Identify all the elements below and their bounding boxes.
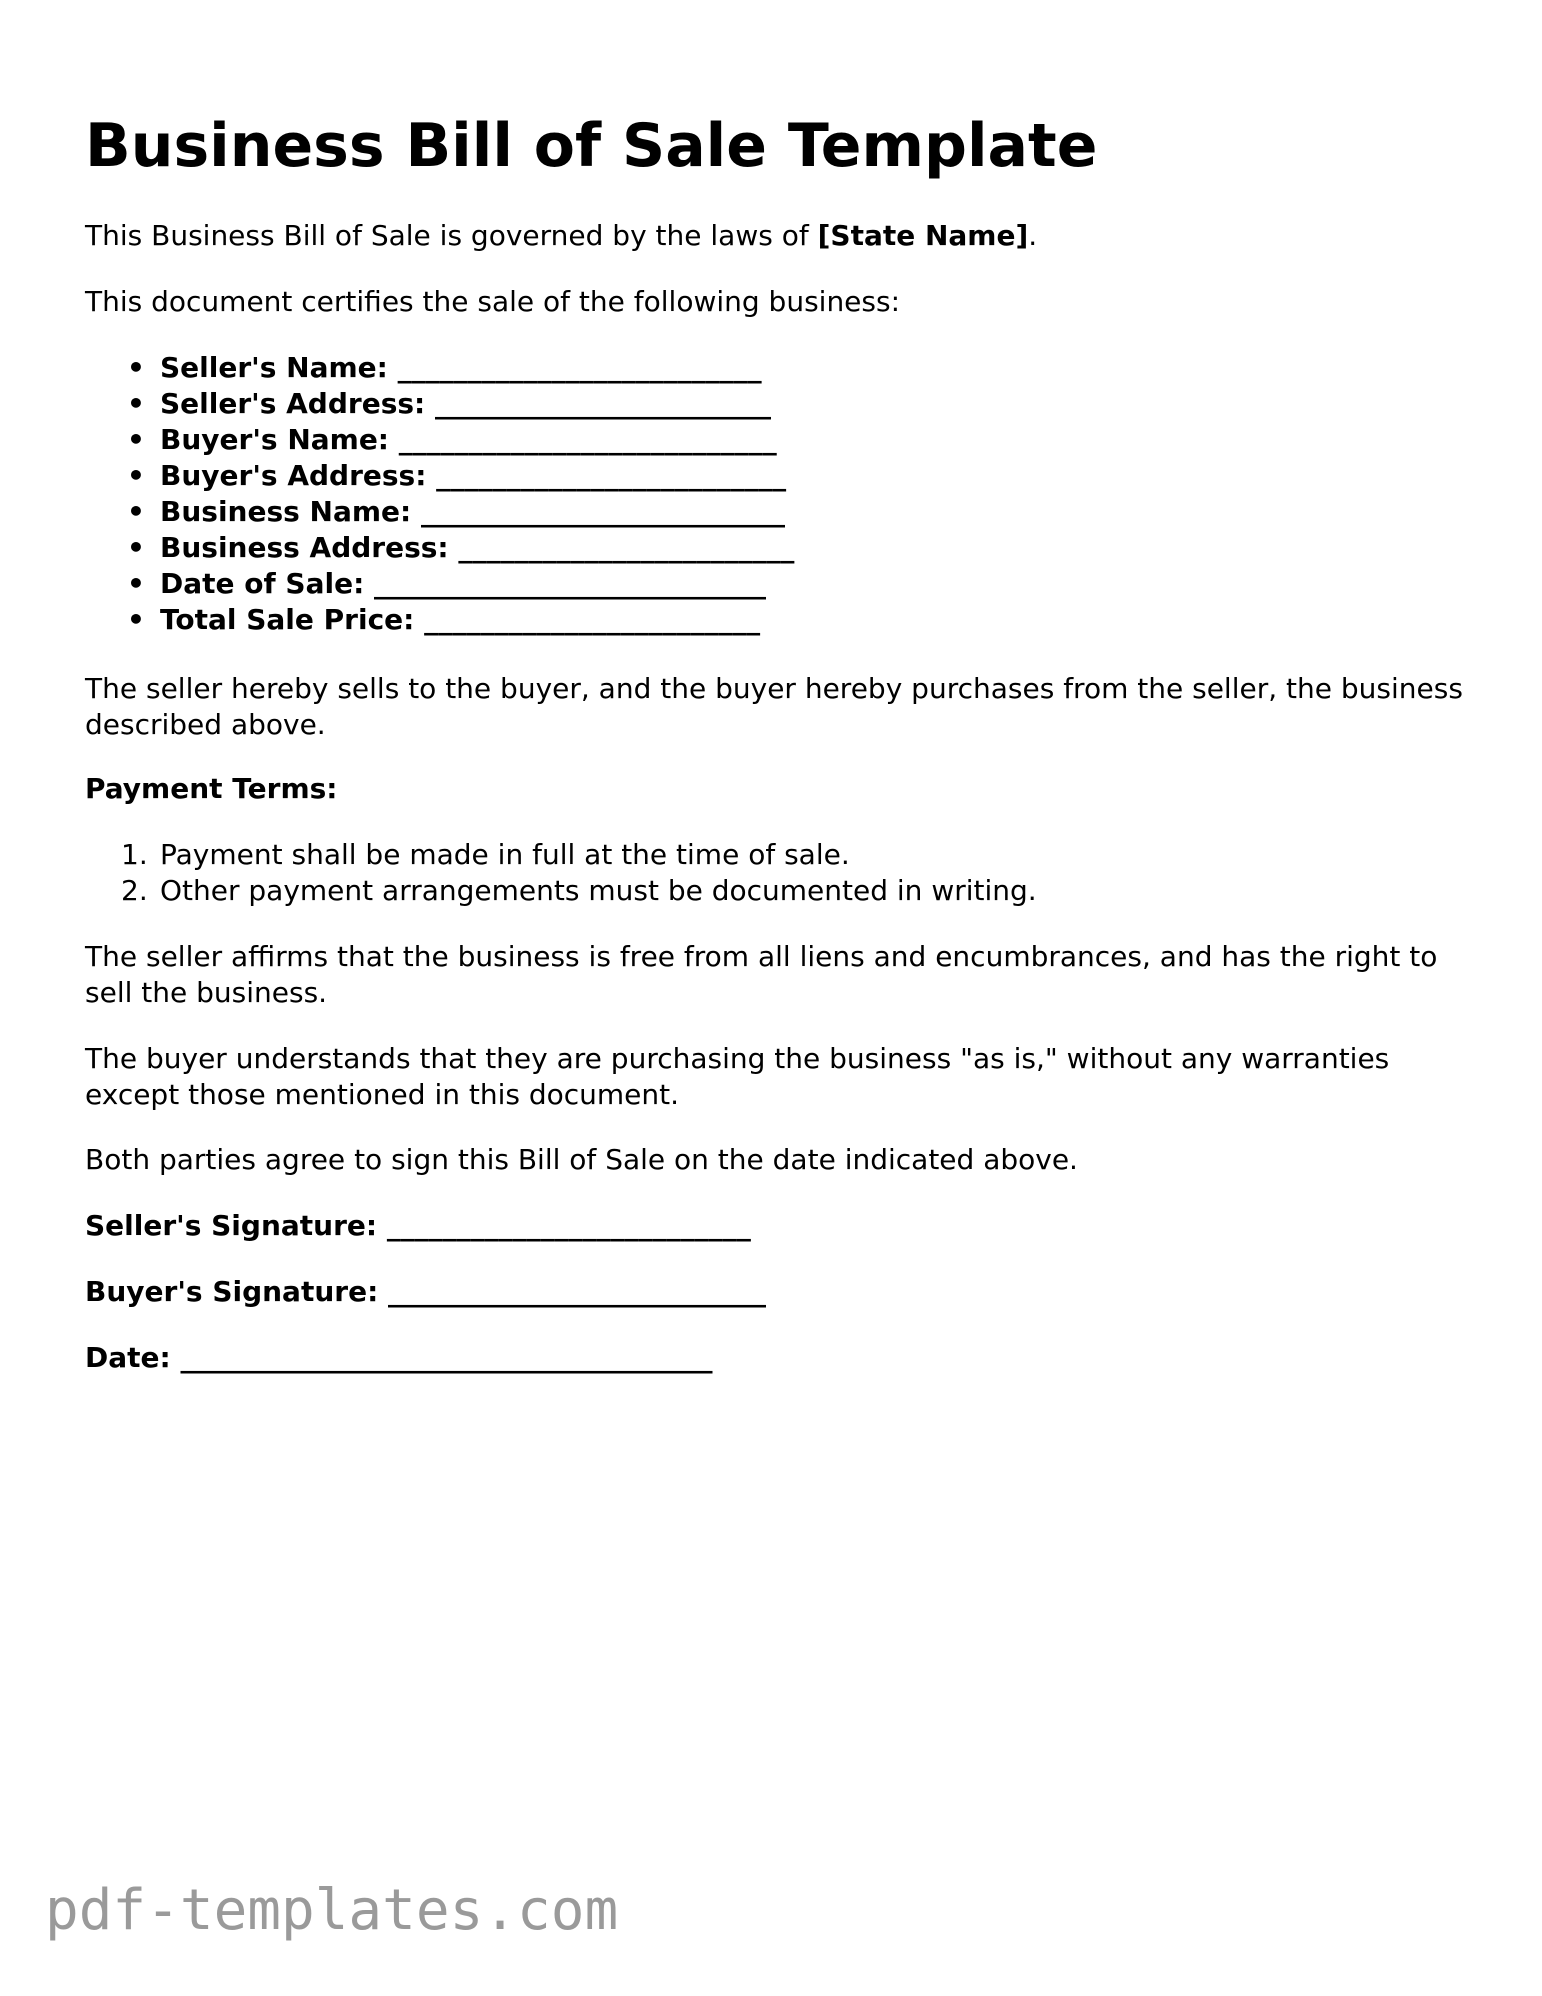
seller-signature-line [85,1208,1465,1244]
bullet-icon: • [127,531,145,564]
field-blank: ________________________ [434,387,771,420]
field-blank: ____________________________ [374,567,767,600]
list-item-sellers-name [85,350,794,386]
field-blank: ___________________________ [398,423,777,456]
list-item-date-of-sale [85,566,794,602]
list-item-buyers-address [85,458,794,494]
field-label: Seller's Address: [160,387,435,420]
field-label: Seller's Name: [160,351,398,384]
governing-law-paragraph [85,218,1465,254]
list-item-business-name [85,494,794,530]
list-item-sellers-address [85,386,794,422]
bullet-icon: • [127,423,145,456]
bullet-icon: • [127,603,145,636]
buyer-understands-paragraph: The buyer understands that they are purchasing the business "as is," without any warranties except those mentioned in this document. [85,1042,1390,1111]
seller-affirms-paragraph: The seller affirms that the business is free from all liens and encumbrances, and has the right to sell the business. [85,940,1438,1009]
field-label: Business Address: [160,531,459,564]
buyer-signature-line [85,1274,1465,1310]
field-blank: ________________________ [458,531,795,564]
field-label: Date of Sale: [160,567,375,600]
sale-details-list [85,350,794,638]
agreement-paragraph: Both parties agree to sign this Bill of Sale on the date indicated above. [85,1143,1078,1176]
certifies-paragraph: This document certifies the sale of the following business: [85,285,901,318]
bullet-icon: • [127,387,145,420]
payment-terms-heading: Payment Terms: [85,772,338,805]
field-blank: ________________________ [424,603,761,636]
seller-signature-blank: __________________________ [386,1209,751,1242]
list-item-buyers-name [85,422,794,458]
bullet-icon: • [127,459,145,492]
date-blank: ______________________________________ [180,1341,713,1374]
payment-terms-list [85,837,1037,909]
field-label: Business Name: [160,495,421,528]
field-blank: __________________________ [397,351,762,384]
date-signature-line [85,1340,1465,1376]
document-title: Business Bill of Sale Template [85,111,1098,181]
field-label: Buyer's Name: [160,423,399,456]
bullet-icon: • [127,495,145,528]
seller-signature-label: Seller's Signature: [85,1209,387,1242]
field-label: Total Sale Price: [160,603,425,636]
watermark: pdf-templates.com [45,1878,619,1943]
state-name-placeholder: [State Name] [817,219,1029,252]
payment-term-text: Payment shall be made in full at the time of sale. [160,838,850,871]
field-blank: __________________________ [420,495,785,528]
payment-term-text: Other payment arrangements must be documented in writing. [160,874,1037,907]
buyer-signature-label: Buyer's Signature: [85,1275,389,1308]
buyer-signature-blank: ___________________________ [388,1275,767,1308]
sale-statement-paragraph: The seller hereby sells to the buyer, and the buyer hereby purchases from the seller, the business described above. [85,672,1463,741]
list-item-payment-term [85,873,1037,909]
list-item-payment-term [85,837,1037,873]
date-label: Date: [85,1341,181,1374]
list-number: 1. [121,838,148,871]
field-label: Buyer's Address: [160,459,437,492]
bullet-icon: • [127,567,145,600]
field-blank: _________________________ [436,459,787,492]
list-item-business-address [85,530,794,566]
list-number: 2. [121,874,148,907]
governing-law-period: . [1028,219,1038,252]
governing-law-text: This Business Bill of Sale is governed by the laws of [85,219,818,252]
bullet-icon: • [127,351,145,384]
list-item-total-sale-price [85,602,794,638]
